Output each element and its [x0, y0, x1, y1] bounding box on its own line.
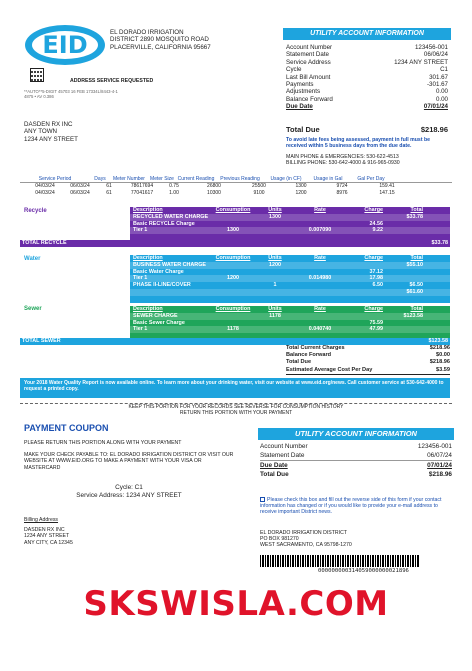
water-cell [133, 289, 211, 296]
recycle-cell: Charge [364, 207, 383, 213]
account-row [286, 51, 448, 58]
district-city: PLACERVILLE, CALIFORNIA 95667 [110, 43, 211, 51]
coupon-instruction-1: PLEASE RETURN THIS PORTION ALONG WITH YOUR PAYMENT [24, 440, 182, 446]
coupon-instruction-2: MAKE YOUR CHECK PAYABLE TO: EL DORADO IRRIGATION DISTRICT OR VISIT OUR WEBSITE AT WWW.EID.ORG TO MAKE A PAYMENT WITH YOUR VISA OR MASTERCARD [24, 452, 234, 471]
water-header-row [130, 255, 450, 262]
total-due-label: Total Due [286, 125, 320, 134]
summary-label: Total Due [286, 359, 312, 366]
recycle-cell: 9.22 [372, 227, 383, 234]
coupon-account-row [260, 461, 452, 470]
meter-header-cell: Usage in Gal [313, 176, 343, 182]
meter-header-cell: Service Period [38, 176, 72, 182]
water-cell: 1200 [269, 261, 281, 268]
recycle-cell [211, 221, 255, 228]
meter-cell: 06/03/24 [70, 183, 90, 190]
water-cell: Units [268, 255, 282, 261]
water-cell: 1 [273, 282, 277, 289]
coupon-row-label: Due Date [260, 462, 288, 469]
recycle-cell [383, 227, 423, 234]
total-due-value: $218.96 [420, 125, 448, 134]
water-cell [211, 289, 255, 296]
customer-street: 1234 ANY STREET [24, 135, 78, 143]
sewer-charge-row [130, 320, 450, 327]
water-cell [211, 262, 255, 269]
meter-header-cell: Current Reading [177, 176, 215, 182]
mail-code-1: **AUTO**5-DIGIT 45703 16 FEB 17334L/8443-4-1 [24, 89, 118, 94]
recycle-total-row [20, 240, 450, 247]
meter-header-cell: Days [94, 176, 106, 182]
water-cell: $61.60 [406, 288, 423, 295]
address-service-requested: ADDRESS SERVICE REQUESTED [70, 78, 154, 84]
water-cell: 37.12 [369, 268, 383, 275]
water-cell [255, 275, 295, 282]
account-row-value: 1234 ANY STREET [394, 58, 448, 66]
meter-cell: 1300 [295, 183, 307, 190]
account-row-label: Statement Date [286, 51, 329, 59]
late-fee-note: To avoid late fees being assessed, payment in full must be received within 5 business days from the due date. [286, 137, 431, 150]
recycle-total-label: TOTAL RECYCLE [22, 240, 67, 246]
account-info-rows [286, 44, 448, 111]
coupon-row-value: 123456-001 [417, 443, 452, 450]
water-cell [295, 262, 345, 269]
sewer-cell: 47.99 [369, 326, 383, 333]
summary-value: $0.00 [436, 352, 450, 359]
district-address [110, 29, 211, 51]
coupon-cycle: Cycle: C1 [115, 484, 143, 491]
logo-lettering: EID [42, 31, 88, 59]
meter-cell: 1.00 [169, 189, 179, 196]
total-due [286, 125, 448, 134]
water-cell [383, 275, 423, 282]
water-cell [255, 269, 295, 276]
billing-phone: BILLING PHONE: 530-642-4000 & 916-965-0930 [286, 160, 400, 167]
recycle-cell: Units [268, 207, 282, 213]
sewer-cell: $123.58 [403, 312, 423, 319]
sewer-cell: 75.59 [369, 319, 383, 326]
sewer-cell: 1178 [269, 312, 281, 319]
meter-header-cell: Meter Size [150, 176, 174, 182]
water-cell: Tier 1 [133, 275, 148, 282]
water-cell: Basic Water Charge [133, 268, 184, 275]
meter-cell: 61 [106, 183, 112, 190]
water-cell: $6.50 [409, 282, 423, 289]
meter-header-cell: Usage (in CF) [270, 176, 302, 182]
coupon-row-label: Total Due [260, 471, 289, 478]
water-cell [211, 282, 255, 289]
account-row-value: 0.00 [435, 88, 448, 96]
sewer-header-row [130, 306, 450, 313]
account-row-label: Payments [286, 81, 314, 89]
recycle-cell: 1300 [269, 213, 281, 220]
meter-cell: 147.15 [379, 189, 395, 196]
summary-label: Estimated Average Cost Per Day [286, 366, 373, 373]
sewer-cell: Units [268, 306, 282, 312]
account-row-label: Account Number [286, 44, 333, 51]
qr-code [30, 68, 44, 82]
coupon-account-title: UTILITY ACCOUNT INFORMATION [258, 428, 454, 440]
account-row [286, 96, 448, 103]
water-cell: 0.014980 [308, 275, 332, 282]
remit-address [260, 530, 452, 549]
recycle-cell: 24.56 [369, 220, 383, 227]
water-cell: BUSINESS WATER CHARGE [133, 261, 206, 268]
account-row [286, 88, 448, 95]
sewer-cell: Rate [314, 306, 326, 312]
sewer-total-label: TOTAL SEWER [22, 338, 61, 344]
sewer-cell [211, 320, 255, 327]
contact-change-note [260, 497, 452, 516]
sewer-cell: SEWER CHARGE [133, 312, 178, 319]
watermark: SKSWISLA.COM [83, 584, 389, 624]
coupon-account-row [260, 451, 452, 461]
summary-value: $3.59 [436, 366, 450, 373]
account-info-title: UTILITY ACCOUNT INFORMATION [283, 28, 451, 40]
water-cell [345, 289, 383, 296]
water-cell [383, 269, 423, 276]
sewer-cell [383, 326, 423, 333]
account-row-value: 301.67 [429, 73, 448, 81]
recycle-header-row [130, 207, 450, 214]
account-row-label: Due Date [286, 103, 313, 111]
account-row [286, 59, 448, 66]
account-row-label: Service Address [286, 58, 331, 66]
phone-numbers [286, 154, 448, 166]
water-cell [255, 289, 295, 296]
recycle-total-value: $33.78 [431, 240, 448, 246]
water-cell: Total [410, 255, 423, 261]
meter-header-cell: Gal Per Day [357, 176, 385, 182]
account-row-label: Adjustments [286, 88, 321, 96]
recycle-cell [295, 221, 345, 228]
recycle-charge-row [130, 227, 450, 234]
mail-code-2: 4875 • AV 0.386 [24, 94, 54, 99]
recycle-charge-row [130, 221, 450, 228]
summary-row [286, 359, 450, 366]
meter-cell: 06/03/24 [70, 189, 90, 196]
water-cell [345, 262, 383, 269]
water-cell: Consumption [215, 255, 251, 261]
summary-row [286, 352, 450, 359]
water-charge-row [130, 269, 450, 276]
meter-cell: 159.41 [379, 183, 395, 190]
meter-cell: 10300 [207, 189, 221, 196]
sewer-cell: Description [133, 306, 163, 312]
meter-cell: 04/03/24 [35, 183, 55, 190]
account-row-value: 0.00 [435, 95, 448, 103]
sewer-cell [383, 320, 423, 327]
sewer-cell: 1178 [227, 326, 239, 333]
billing-address [24, 517, 73, 546]
water-label: Water [24, 256, 41, 262]
summary-value: $218.96 [429, 345, 450, 351]
recycle-cell [211, 214, 255, 221]
remit-city: WEST SACRAMENTO, CA 95798-1270 [260, 542, 352, 549]
mail-codes [24, 89, 118, 99]
water-cell [295, 269, 345, 276]
coupon-title: PAYMENT COUPON [24, 423, 109, 433]
recycle-charges [130, 207, 450, 243]
coupon-row-value: 07/01/24 [427, 462, 452, 469]
coupon-row-label: Statement Date [260, 452, 305, 459]
sewer-cell: 0.040740 [308, 326, 332, 333]
meter-header-cell: Previous Reading [220, 176, 260, 182]
meter-cell: 9724 [336, 183, 348, 190]
coupon-instructions [24, 440, 234, 471]
meter-cell: 1200 [295, 189, 307, 196]
account-row-value: 07/01/24 [423, 103, 448, 111]
meter-cell: 0.75 [169, 183, 179, 190]
district-name: EL DORADO IRRIGATION [110, 29, 184, 36]
water-charge-row [130, 289, 450, 296]
meter-cell: 25500 [252, 183, 266, 190]
coupon-row-label: Account Number [260, 443, 308, 450]
account-row-value: C1 [440, 66, 448, 74]
sewer-cell [255, 320, 295, 327]
water-charge-row [130, 262, 450, 269]
coupon-row-value: 06/07/24 [427, 452, 452, 459]
charges-summary [286, 345, 450, 375]
sewer-cell: Basic Sewer Charge [133, 319, 185, 326]
recycle-cell [345, 214, 383, 221]
customer-name: DASDEN RX INC [24, 121, 73, 128]
water-cell: 1200 [227, 275, 239, 282]
water-cell: Rate [314, 255, 326, 261]
meter-header-cell: Meter Number [113, 176, 145, 182]
sewer-charge-row [130, 313, 450, 320]
billing-street: 1234 ANY STREET [24, 533, 70, 540]
summary-label: Balance Forward [286, 352, 332, 359]
meter-cell: 8976 [336, 189, 348, 196]
meter-cell: 78617694 [130, 183, 154, 190]
recycle-cell: $33.78 [406, 213, 423, 220]
water-cell: PHASE II-LINE/COVER [133, 282, 191, 289]
recycle-cell: Tier 1 [133, 227, 148, 234]
district-street: DISTRICT 2890 MOSQUITO ROAD [110, 36, 209, 44]
billing-name: DASDEN RX INC [24, 527, 65, 534]
customer-town: ANY TOWN [24, 128, 58, 136]
sewer-cell [295, 320, 345, 327]
recycle-cell: 1300 [227, 227, 239, 234]
account-row [286, 74, 448, 81]
coupon-account-row [260, 442, 452, 451]
water-cell [295, 282, 345, 289]
eid-logo [24, 24, 106, 66]
account-row [286, 103, 448, 110]
water-quality-note: Your 2018 Water Quality Report is now available online. To learn more about your drinking water, visit our website at www.eid.org/news. Call customer service at 530-642-4000 to request a printed copy. [20, 378, 450, 398]
account-row-label: Balance Forward [286, 95, 333, 103]
meter-row [20, 190, 452, 196]
recycle-cell: 0.007090 [308, 227, 332, 234]
summary-value: $218.96 [429, 359, 450, 366]
water-cell [211, 269, 255, 276]
recycle-charge-row [130, 214, 450, 221]
sewer-cell [295, 313, 345, 320]
account-row-label: Last Bill Amount [286, 73, 331, 81]
account-row-value: -301.67 [427, 81, 448, 89]
meter-header-row [20, 176, 452, 183]
water-cell: Description [133, 255, 163, 261]
remit-po-box: PO BOX 981270 [260, 536, 299, 543]
account-row-label: Cycle [286, 66, 302, 74]
meter-cell: 26800 [207, 183, 221, 190]
coupon-service-address: Service Address: 1234 ANY STREET [76, 492, 182, 499]
sewer-total-row [20, 338, 450, 345]
coupon-account-row [260, 470, 452, 479]
recycle-cell [255, 227, 295, 234]
account-row [286, 81, 448, 88]
meter-cell: 04/03/24 [35, 189, 55, 196]
billing-address-label: Billing Address [24, 517, 59, 523]
water-charge-row [130, 275, 450, 282]
sewer-cell: Tier 1 [133, 326, 148, 333]
sewer-charges [130, 306, 450, 342]
water-cell: $55.10 [406, 261, 423, 268]
customer-address [24, 121, 78, 143]
remit-name: EL DORADO IRRIGATION DISTRICT [260, 530, 348, 536]
sewer-cell [255, 326, 295, 333]
recycle-cell [255, 221, 295, 228]
account-row [286, 44, 448, 51]
water-charge-row [130, 282, 450, 289]
recycle-cell: RECYCLED WATER CHARGE [133, 213, 209, 220]
recycle-cell: Rate [314, 207, 326, 213]
recycle-label: Recycle [24, 208, 47, 214]
summary-label: Total Current Charges [286, 345, 345, 351]
sewer-label: Sewer [24, 306, 42, 312]
account-row-value: 123456-001 [414, 44, 448, 51]
recycle-cell: Consumption [215, 207, 251, 213]
sewer-cell [345, 313, 383, 320]
main-phone: MAIN PHONE & EMERGENCIES: 530-622-4513 [286, 154, 399, 160]
billing-city: ANY CITY, CA 12345 [24, 539, 73, 546]
postal-barcode [260, 555, 420, 567]
contact-change-text: Please check this box and fill out the reverse side of this form if your contact information has changed or if you would like to provide your e-mail address to receive important District news. [260, 497, 442, 516]
sewer-cell: Total [410, 306, 423, 312]
return-portion-text: RETURN THIS PORTION WITH YOUR PAYMENT [179, 409, 293, 416]
meter-cell: 77041617 [130, 189, 154, 196]
sewer-cell: Charge [364, 306, 383, 312]
sewer-cell: Consumption [215, 306, 251, 312]
coupon-cycle-block [24, 484, 234, 500]
summary-row [286, 367, 450, 375]
recycle-cell [383, 221, 423, 228]
recycle-cell [295, 214, 345, 221]
account-row [286, 66, 448, 73]
water-cell [295, 289, 345, 296]
coupon-account-rows [260, 442, 452, 479]
meter-cell: 61 [106, 189, 112, 196]
recycle-cell: Total [410, 207, 423, 213]
sewer-cell [211, 313, 255, 320]
recycle-cell: Basic RECYCLE Charge [133, 220, 195, 227]
sewer-charge-row [130, 326, 450, 333]
keep-portion-text: KEEP THIS PORTION FOR YOUR RECORDS SEE REVERSE FOR CONSUMPTION HISTORY [128, 404, 344, 410]
tear-line [20, 403, 452, 416]
water-cell: 17.98 [369, 275, 383, 282]
contact-change-checkbox[interactable] [260, 497, 265, 502]
account-row-value: 06/06/24 [423, 51, 448, 59]
meter-cell: 9100 [253, 189, 265, 196]
coupon-row-value: $218.96 [428, 471, 452, 478]
sewer-total-value: $123.58 [428, 338, 448, 344]
meter-table [20, 176, 452, 196]
summary-row [286, 345, 450, 352]
recycle-cell: Description [133, 207, 163, 213]
scan-line: 000000000314059000000021896 [318, 568, 409, 574]
water-cell: Charge [364, 255, 383, 261]
water-charges [130, 255, 450, 303]
water-cell: 6.50 [372, 282, 383, 289]
